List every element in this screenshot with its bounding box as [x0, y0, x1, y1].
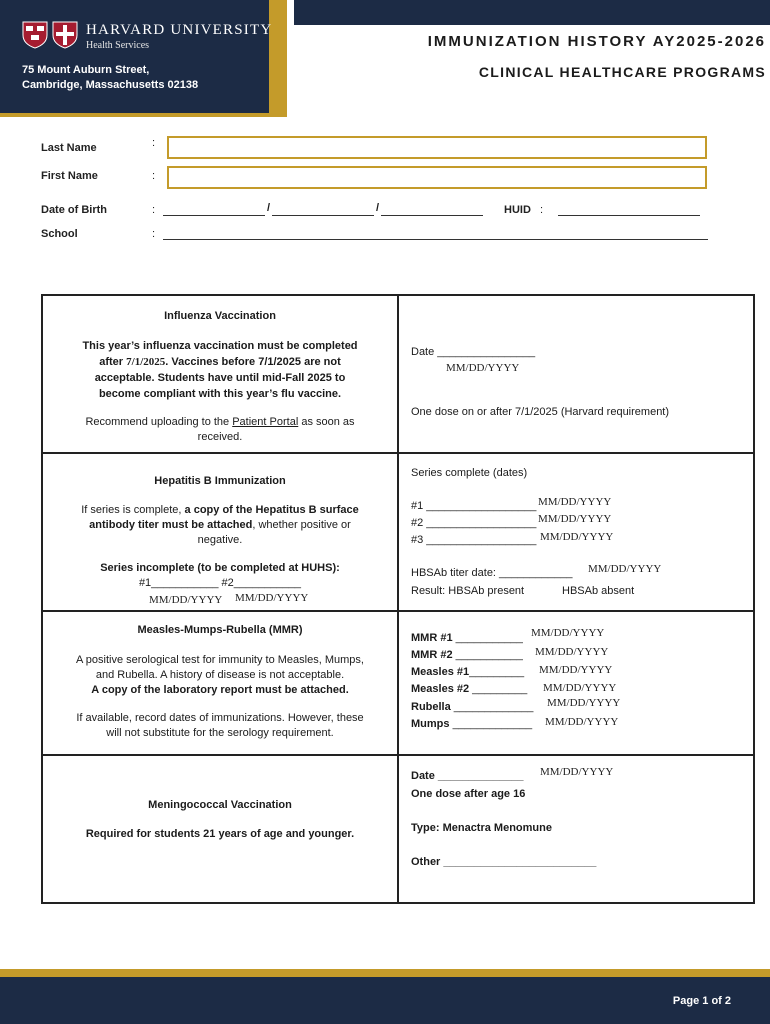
- hepb-incomplete-format-2: MM/DD/YYYY: [235, 592, 309, 604]
- dob-slash-2: /: [376, 202, 380, 214]
- dob-day-field[interactable]: [272, 215, 374, 216]
- dob-slash-1: /: [267, 202, 271, 214]
- meningococcal-requirement: Required for students 21 years of age and younger.: [85, 828, 355, 840]
- influenza-policy-line-3: acceptable. Students have until mid-Fall 2025 to: [94, 372, 346, 384]
- document-subtitle: CLINICAL HEALTHCARE PROGRAMS: [478, 64, 766, 80]
- patient-portal-link[interactable]: Patient Portal: [232, 416, 299, 428]
- dob-year-field[interactable]: [381, 215, 483, 216]
- meningococcal-date-field[interactable]: Date ______________: [411, 770, 524, 782]
- influenza-entry: [399, 296, 753, 452]
- hepb-dose-1-field[interactable]: #1 __________________: [411, 500, 537, 512]
- influenza-date-field[interactable]: Date ________________: [411, 346, 536, 358]
- meningococcal-entry: [399, 756, 753, 902]
- mumps-field[interactable]: Mumps _____________: [411, 718, 533, 730]
- dob-month-field[interactable]: [163, 215, 265, 216]
- page-number: Page 1 of 2: [672, 995, 731, 1007]
- influenza-title: Influenza Vaccination: [164, 310, 276, 322]
- hepb-result-absent[interactable]: HBSAb absent: [562, 585, 635, 597]
- influenza-policy-line-1: This year’s influenza vaccination must be completed: [82, 340, 358, 352]
- mmr-row: [43, 612, 753, 756]
- dob-label: Date of Birth: [41, 204, 107, 216]
- hepb-incomplete-fields[interactable]: #1___________ #2___________: [138, 577, 302, 589]
- mmr-1-field[interactable]: MMR #1 ___________: [411, 632, 523, 644]
- footer-gold-stripe: [0, 969, 770, 977]
- hepb-result-present[interactable]: Result: HBSAb present: [411, 585, 525, 597]
- footer-bar: [0, 977, 770, 1024]
- influenza-date-format: MM/DD/YYYY: [446, 362, 520, 374]
- first-name-label: First Name: [41, 170, 98, 182]
- meningococcal-description: [43, 756, 399, 902]
- mmr-note: If available, record dates of immunizations. However, these will not substitute for the serology requirement.: [76, 712, 364, 739]
- address-line-2: Cambridge, Massachusetts 02138: [22, 79, 199, 91]
- mmr-2-format: MM/DD/YYYY: [535, 646, 609, 658]
- hepb-incomplete-label: Series incomplete (to be completed at HUHS):: [100, 562, 340, 574]
- influenza-description: [43, 296, 399, 452]
- influenza-row: [43, 296, 753, 454]
- mmr-1-format: MM/DD/YYYY: [531, 627, 605, 639]
- hepb-dose-2-field[interactable]: #2 __________________: [411, 517, 537, 529]
- dob-colon: :: [152, 204, 156, 216]
- meningococcal-date-format: MM/DD/YYYY: [540, 766, 614, 778]
- measles-1-format: MM/DD/YYYY: [539, 664, 613, 676]
- meningococcal-type[interactable]: Type: Menactra Menomune: [411, 822, 552, 834]
- huid-colon: :: [540, 204, 544, 216]
- huid-label: HUID: [504, 204, 531, 216]
- school-colon: :: [152, 228, 156, 240]
- immunization-table: [41, 294, 755, 904]
- hepb-dose-1-format: MM/DD/YYYY: [538, 496, 612, 508]
- influenza-requirement: One dose on or after 7/1/2025 (Harvard requirement): [411, 406, 670, 418]
- measles-2-format: MM/DD/YYYY: [543, 682, 617, 694]
- meningococcal-other-field[interactable]: Other _________________________: [411, 856, 597, 868]
- influenza-policy: [43, 338, 397, 402]
- hepb-dose-2-format: MM/DD/YYYY: [538, 513, 612, 525]
- address-line-1: 75 Mount Auburn Street,: [22, 64, 150, 76]
- first-name-field[interactable]: [167, 166, 707, 189]
- influenza-policy-line-4: become compliant with this year’s flu vaccine.: [98, 388, 342, 400]
- harvard-shield-icon: [22, 21, 48, 49]
- measles-2-field[interactable]: Measles #2 _________: [411, 683, 528, 695]
- influenza-cutoff-date: 7/1/2025: [126, 356, 166, 368]
- hepb-dose-3-format: MM/DD/YYYY: [540, 531, 614, 543]
- mmr-entry: [399, 612, 753, 754]
- school-field[interactable]: [163, 239, 708, 240]
- huid-field[interactable]: [558, 215, 700, 216]
- hepb-titer-date-field[interactable]: HBSAb titer date: ____________: [411, 567, 573, 579]
- mmr-description: [43, 612, 399, 754]
- influenza-recommend: Recommend uploading to the Patient Portal as soon as received.: [85, 416, 355, 443]
- meningococcal-one-dose: One dose after age 16: [411, 788, 526, 800]
- measles-1-field[interactable]: Measles #1_________: [411, 666, 525, 678]
- meningococcal-title: Meningococcal Vaccination: [148, 799, 292, 811]
- address: [22, 63, 198, 93]
- header-panel: [0, 0, 287, 117]
- rubella-format: MM/DD/YYYY: [547, 697, 621, 709]
- mmr-2-field[interactable]: MMR #2 ___________: [411, 649, 523, 661]
- rubella-field[interactable]: Rubella _____________: [411, 701, 534, 713]
- first-name-colon: :: [152, 170, 156, 182]
- header-gold-stripe: [269, 0, 287, 117]
- last-name-label: Last Name: [41, 142, 97, 154]
- header-gold-underline: [0, 113, 287, 117]
- university-name: HARVARD UNIVERSITY: [86, 22, 273, 38]
- document-title: IMMUNIZATION HISTORY AY2025-2026: [427, 33, 766, 50]
- hepb-incomplete-format-1: MM/DD/YYYY: [149, 594, 223, 606]
- hepb-description: [43, 454, 399, 610]
- influenza-policy-line-2: after 7/1/2025. Vaccines before 7/1/2025 are not: [99, 356, 341, 368]
- hepb-row: [43, 454, 753, 612]
- hepb-titer-format: MM/DD/YYYY: [588, 563, 662, 575]
- hepb-policy: If series is complete, a copy of the Hepatitus B surface antibody titer must be attached, whether positive or negative.: [81, 504, 359, 546]
- mumps-format: MM/DD/YYYY: [545, 716, 619, 728]
- hepb-dose-3-field[interactable]: #3 __________________: [411, 534, 537, 546]
- hepb-entry: [399, 454, 753, 610]
- last-name-field[interactable]: [167, 136, 707, 159]
- harvard-logo: [22, 21, 78, 49]
- hepb-title: Hepatitis B Immunization: [154, 475, 286, 487]
- hepb-series-complete-label: Series complete (dates): [411, 467, 528, 479]
- meningococcal-row: [43, 756, 753, 902]
- mmr-title: Measles-Mumps-Rubella (MMR): [137, 624, 303, 636]
- university-unit: Health Services: [86, 40, 150, 51]
- school-label: School: [41, 228, 78, 240]
- mmr-policy: A positive serological test for immunity to Measles, Mumps, and Rubella. A history of disease is not acceptable. A copy of the laboratory report must be attached.: [76, 654, 364, 696]
- header-top-bar: [294, 0, 770, 25]
- health-services-shield-icon: [52, 21, 78, 49]
- last-name-colon: :: [152, 137, 156, 149]
